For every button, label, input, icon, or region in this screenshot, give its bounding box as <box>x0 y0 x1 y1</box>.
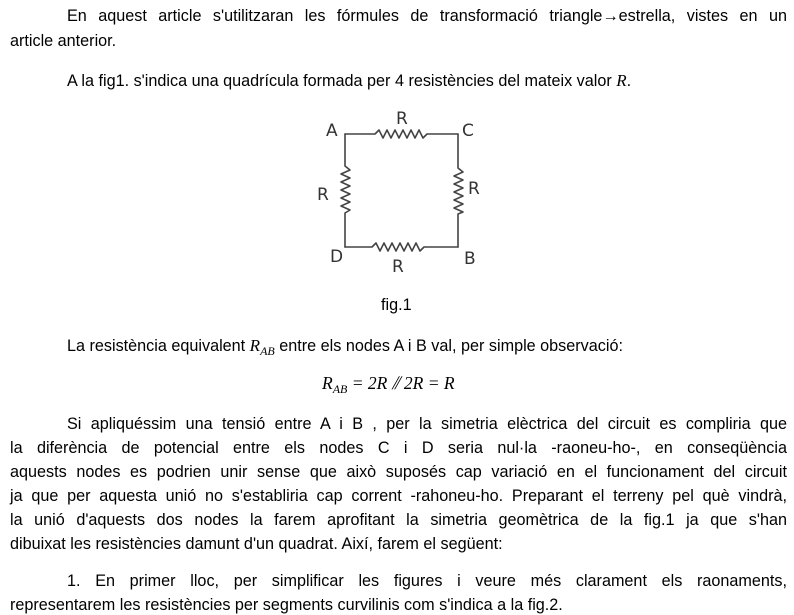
resistor-top <box>345 130 458 138</box>
var-r: R <box>616 71 627 90</box>
para-fig-intro <box>67 71 631 91</box>
var-r-main: R <box>249 336 261 355</box>
para-symmetry-line-2: la diferència de potencial entre els nodes C i D seria nul·la -raoneu-ho-, en conseqüència <box>10 439 787 457</box>
resistor-right <box>454 134 463 247</box>
equation-lhs-var: R <box>322 373 333 393</box>
para-symmetry-line-1: Si apliquéssim una tensió entre A i B , per la simetria elèctrica del circuit es compliria que <box>67 415 787 433</box>
para-step-1-line-2: representarem les resistències per segments curvilinis com s'indica a la fig.2. <box>10 596 563 614</box>
resistor-label-bottom: R <box>392 257 404 277</box>
figure-1-circuit <box>300 108 500 278</box>
para-fig-intro-end: . <box>626 72 632 90</box>
resistor-label-left: R <box>317 185 329 205</box>
intro-line-2: article anterior. <box>10 32 117 50</box>
figure-caption: fig.1 <box>381 296 412 314</box>
para-symmetry-line-6: dibuixat les resistències damunt d'un quadrat. Així, farem el següent: <box>10 535 503 553</box>
intro-line-1 <box>67 6 787 26</box>
para-step-1-line-1: 1. En primer lloc, per simplificar les figures i veure més clarament els raonaments, <box>67 572 787 590</box>
resistor-label-right: R <box>468 179 480 199</box>
intro-text-pre: En aquest article s'utilitzaran les fórmules de transformació triangle <box>67 7 603 25</box>
para-fig-intro-text: A la fig1. s'indica una quadrícula formada per 4 resistències del mateix valor <box>67 72 617 90</box>
node-label-b: B <box>464 249 476 269</box>
intro-text-post: estrella, vistes en un <box>618 7 787 25</box>
para-symmetry-line-5: la unió d'aquests dos nodes la farem aprofitant la simetria geomètrica de la fig.1 ja que s'han <box>10 511 787 529</box>
resistor-bottom <box>345 243 458 251</box>
resistor-label-top: R <box>396 109 408 129</box>
equation-rhs: = 2R ⫽ 2R = R <box>347 373 455 393</box>
right-arrow-icon: → <box>602 7 619 25</box>
var-r-ab <box>249 336 275 358</box>
resistor-left <box>341 134 350 247</box>
para-symmetry-line-3: aquests nodes es podrien unir sense que això suposés cap variació en el funcionament del circuit <box>10 463 787 481</box>
equation <box>322 373 455 395</box>
equation-lhs-sub: AB <box>332 382 348 396</box>
para-symmetry-line-4: ja que per aquesta unió no s'establiria cap corrent -rahoneu-ho. Preparant el terreny pel què vindrà, <box>10 487 787 505</box>
node-label-d: D <box>330 247 344 267</box>
node-label-c: C <box>462 121 474 141</box>
var-r-sub: AB <box>260 344 275 358</box>
para-equivalent-text: La resistència equivalent <box>67 337 250 355</box>
para-equivalent <box>67 336 623 357</box>
node-label-a: A <box>326 121 338 141</box>
para-equivalent-end: entre els nodes A i B val, per simple observació: <box>274 337 623 355</box>
